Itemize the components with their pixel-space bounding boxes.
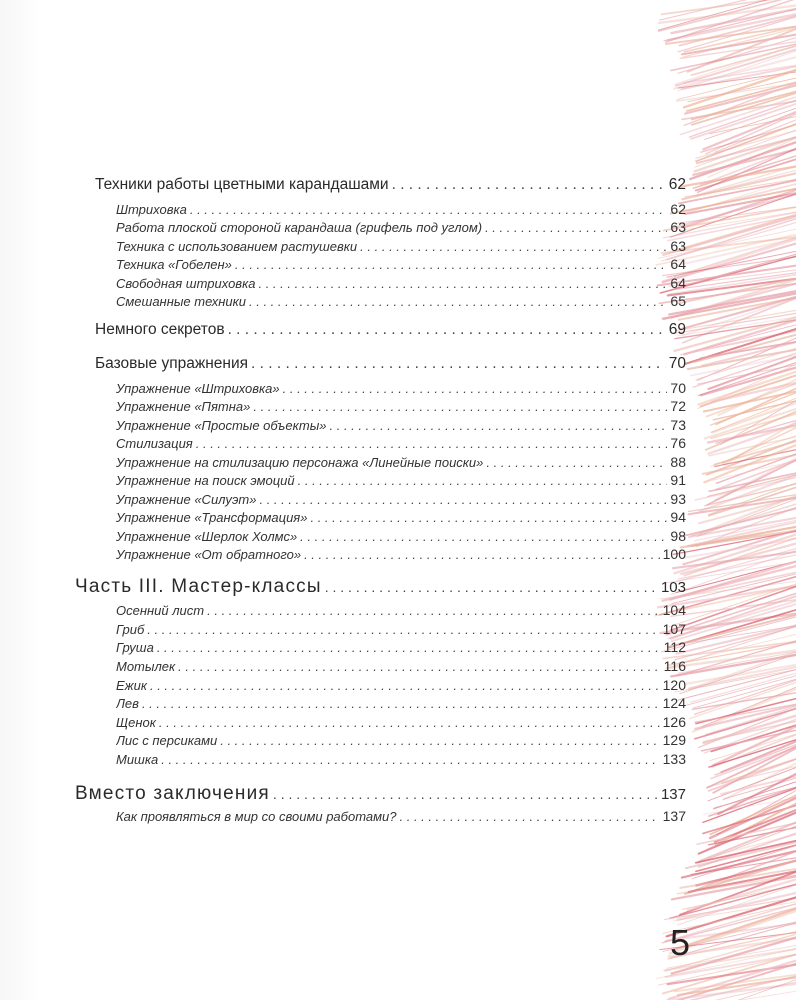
page-number: 5 <box>669 922 690 963</box>
toc-entry-title: Щенок <box>116 715 156 730</box>
toc-entry-title: Мотылек <box>116 659 176 674</box>
dot-leader <box>178 659 661 674</box>
toc-entry-title: Осенний лист <box>116 603 205 618</box>
toc-entry-page: 63 <box>670 238 686 254</box>
toc-entry[interactable] <box>116 417 686 436</box>
toc-entry[interactable] <box>116 201 686 220</box>
dot-leader <box>304 547 660 562</box>
toc-entry-page: 62 <box>668 176 686 193</box>
dot-leader <box>400 809 660 824</box>
dot-leader <box>485 220 667 235</box>
toc-entry[interactable] <box>116 621 686 640</box>
dot-leader <box>251 355 666 373</box>
dot-leader <box>220 733 659 748</box>
toc-entry[interactable] <box>116 219 686 238</box>
dot-leader <box>258 276 667 291</box>
toc-entry-page: 91 <box>670 472 686 488</box>
toc-entry[interactable] <box>116 238 686 257</box>
dot-leader <box>325 579 658 595</box>
toc-entry-title: Мишка <box>116 752 159 767</box>
toc-entry-page: 107 <box>662 621 686 637</box>
toc-entry-title: Часть III. Мастер-классы <box>75 576 322 597</box>
toc-entry-page: 65 <box>670 293 686 309</box>
toc-entry-page: 137 <box>662 808 686 824</box>
toc-entry[interactable] <box>116 808 686 827</box>
toc-entry-title: Вместо заключения <box>75 783 270 804</box>
toc-entry-page: 126 <box>662 714 686 730</box>
dot-leader <box>147 622 659 637</box>
toc-entry-page: 98 <box>670 528 686 544</box>
toc-entry-page: 73 <box>670 417 686 433</box>
toc-entry-page: 93 <box>670 491 686 507</box>
toc-entry[interactable] <box>116 293 686 312</box>
toc-entry-page: 64 <box>670 256 686 272</box>
toc-entry-page: 112 <box>663 639 686 655</box>
toc-entry[interactable] <box>116 732 686 751</box>
dot-leader <box>190 202 668 217</box>
toc-entry[interactable] <box>116 454 686 473</box>
toc-entry[interactable] <box>95 176 686 198</box>
toc-entry-page: 72 <box>670 398 686 414</box>
dot-leader <box>392 176 666 194</box>
toc-entry-title: Смешанные техники <box>116 294 247 309</box>
dot-leader <box>157 640 661 655</box>
toc-entry[interactable] <box>116 602 686 621</box>
toc-entry-page: 70 <box>668 355 686 372</box>
toc-entry-title: Ежик <box>116 678 147 693</box>
toc-entry-page: 120 <box>662 677 686 693</box>
toc-entry-title: Упражнение на стилизацию персонажа «Линейные поиски» <box>116 455 484 470</box>
dot-leader <box>253 399 667 414</box>
toc-entry-title: Упражнение «Простые объекты» <box>116 418 327 433</box>
toc-entry-title: Свободная штриховка <box>116 276 256 291</box>
toc-entry[interactable] <box>116 380 686 399</box>
toc-entry-page: 63 <box>670 219 686 235</box>
toc-entry-title: Упражнение на поиск эмоций <box>116 473 295 488</box>
toc-entry[interactable] <box>116 714 686 733</box>
dot-leader <box>360 239 667 254</box>
toc-entry-title: Лис с персиками <box>116 733 218 748</box>
toc-entry[interactable] <box>116 528 686 547</box>
toc-entry-page: 133 <box>662 751 686 767</box>
toc-entry-page: 137 <box>660 786 686 803</box>
dot-leader <box>150 678 660 693</box>
dot-leader <box>259 492 667 507</box>
toc-entry-page: 116 <box>663 658 686 674</box>
toc-entry[interactable] <box>95 321 686 343</box>
dot-leader <box>310 510 667 525</box>
toc-entry-title: Немного секретов <box>95 321 225 338</box>
dot-leader <box>249 294 667 309</box>
dot-leader <box>330 418 668 433</box>
toc-entry[interactable] <box>95 355 686 377</box>
toc-entry-title: Техники работы цветными карандашами <box>95 176 389 193</box>
toc-entry-title: Техника с использованием растушевки <box>116 239 358 254</box>
toc-entry-title: Как проявляться в мир со своими работами? <box>116 809 397 824</box>
dot-leader <box>159 715 660 730</box>
toc-entry-title: Упражнение «От обратного» <box>116 547 302 562</box>
toc-entry-title: Техника «Гобелен» <box>116 257 232 272</box>
toc-entry-page: 129 <box>662 732 686 748</box>
toc-entry-title: Базовые упражнения <box>95 355 249 372</box>
dot-leader <box>142 696 660 711</box>
toc-entry[interactable] <box>116 435 686 454</box>
dot-leader <box>298 473 668 488</box>
dot-leader <box>228 321 666 339</box>
toc-entry-title: Стилизация <box>116 436 193 451</box>
toc-entry[interactable] <box>116 639 686 658</box>
toc-entry-page: 69 <box>668 321 686 338</box>
toc-entry[interactable] <box>116 546 686 565</box>
dot-leader <box>235 257 668 272</box>
toc-entry[interactable] <box>116 509 686 528</box>
toc-entry-title: Лев <box>116 696 139 711</box>
toc-entry-title: Упражнение «Пятна» <box>116 399 251 414</box>
toc-entry[interactable] <box>116 256 686 275</box>
toc-entry[interactable] <box>116 472 686 491</box>
dot-leader <box>207 603 660 618</box>
dot-leader <box>273 786 658 802</box>
toc-entry-title: Штриховка <box>116 202 187 217</box>
toc-entry-page: 100 <box>662 546 686 562</box>
toc-entry-page: 94 <box>670 509 686 525</box>
toc-entry[interactable] <box>116 751 686 770</box>
dot-leader <box>161 752 659 767</box>
dot-leader <box>300 529 667 544</box>
toc-entry-page: 62 <box>670 201 686 217</box>
toc-entry-page: 76 <box>670 435 686 451</box>
toc-entry[interactable] <box>116 491 686 510</box>
toc-entry-title: Упражнение «Силуэт» <box>116 492 257 507</box>
toc-entry-title: Гриб <box>116 622 145 637</box>
toc-entry-page: 103 <box>660 579 686 596</box>
toc-entry-page: 70 <box>670 380 686 396</box>
toc-entry-title: Упражнение «Трансформация» <box>116 510 308 525</box>
toc-entry[interactable] <box>116 398 686 417</box>
toc-entry-title: Груша <box>116 640 154 655</box>
toc-entry-page: 104 <box>662 602 686 618</box>
dot-leader <box>283 381 668 396</box>
toc-entry-title: Работа плоской стороной карандаша (грифель под углом) <box>116 220 483 235</box>
toc-part-entry[interactable] <box>75 576 686 602</box>
toc-entry[interactable] <box>116 695 686 714</box>
toc-entry-page: 124 <box>662 695 686 711</box>
toc-entry-page: 64 <box>670 275 686 291</box>
toc-entry-page: 88 <box>670 454 686 470</box>
toc-entry[interactable] <box>116 275 686 294</box>
dot-leader <box>486 455 667 470</box>
toc-part-entry[interactable] <box>75 783 686 809</box>
toc-entry[interactable] <box>116 658 686 677</box>
dot-leader <box>196 436 668 451</box>
toc-entry[interactable] <box>116 677 686 696</box>
toc-entry-title: Упражнение «Шерлок Холмс» <box>116 529 298 544</box>
toc-entry-title: Упражнение «Штриховка» <box>116 381 280 396</box>
